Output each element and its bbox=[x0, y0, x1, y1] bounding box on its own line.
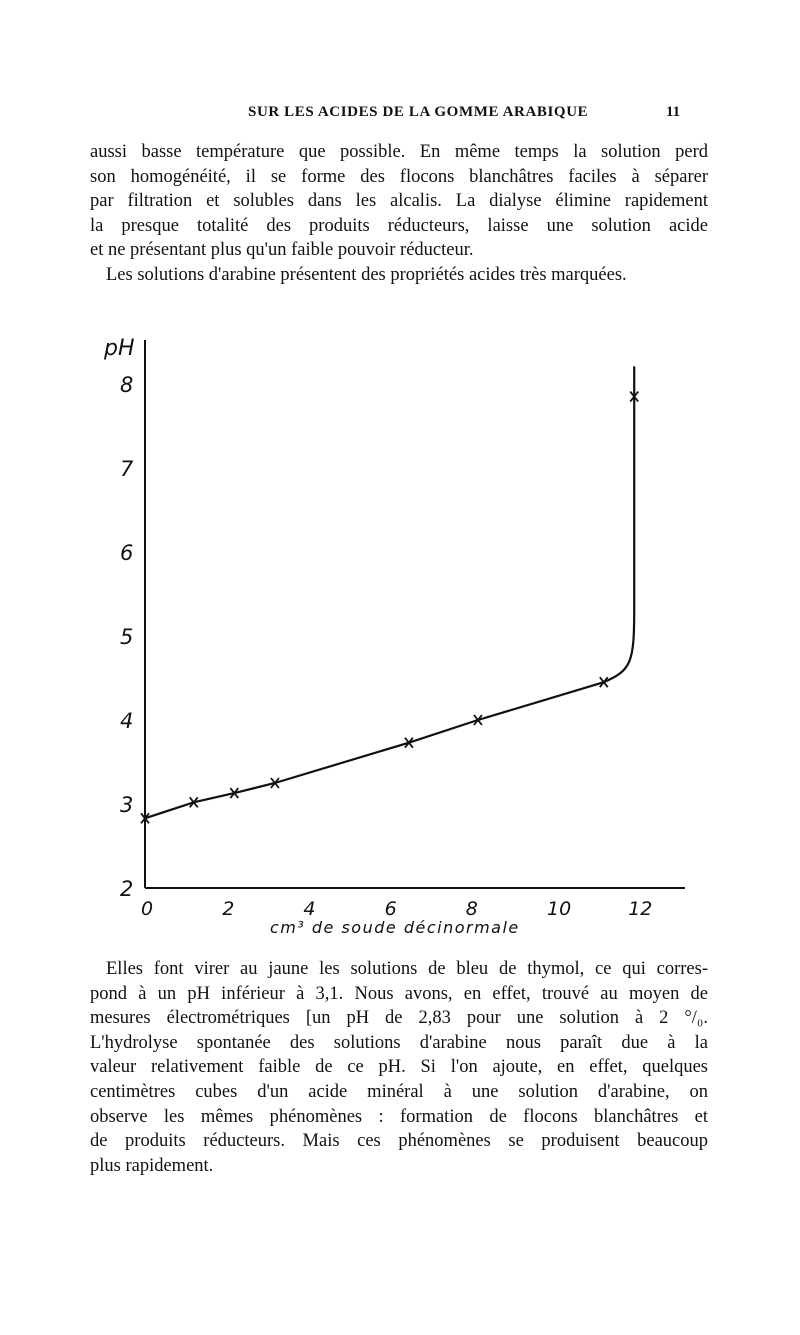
text-line: mesures électrométriques [un pH de 2,83 pour une solution à 2 °/₀. bbox=[90, 1008, 708, 1029]
y-axis-label: pH bbox=[104, 336, 135, 361]
text-line: Elles font virer au jaune les solutions de bleu de thymol, ce qui corres- bbox=[106, 959, 708, 979]
x-axis-label: cm³ de soude décinormale bbox=[270, 918, 520, 937]
x-tick-label: 8 bbox=[465, 898, 478, 920]
text-line: observe les mêmes phénomènes : formation de flocons blanchâtres et bbox=[90, 1106, 708, 1127]
y-tick-labels bbox=[120, 373, 134, 901]
text-line: L'hydrolyse spontanée des solutions d'arabine nous paraît due à la bbox=[90, 1032, 708, 1053]
y-tick-label: 7 bbox=[120, 457, 134, 481]
text-line: pond à un pH inférieur à 3,1. Nous avons, en effet, trouvé au moyen de bbox=[90, 983, 708, 1004]
text-line: aussi basse température que possible. En même temps la solution perd bbox=[90, 142, 708, 162]
page-header bbox=[0, 104, 800, 128]
y-tick-label: 3 bbox=[120, 793, 134, 817]
x-tick-label: 12 bbox=[628, 898, 653, 920]
running-title: SUR LES ACIDES DE LA GOMME ARABIQUE bbox=[248, 104, 589, 120]
text-line: la presque totalité des produits réducteurs, laisse une solution acide bbox=[90, 215, 708, 236]
body-text-top bbox=[90, 140, 708, 288]
y-tick-label: 6 bbox=[120, 541, 134, 565]
text-line: par filtration et solubles dans les alcalis. La dialyse élimine rapidement bbox=[90, 191, 708, 212]
x-tick-label: 10 bbox=[547, 898, 572, 920]
x-tick-label: 2 bbox=[222, 898, 235, 920]
x-tick-label: 4 bbox=[303, 898, 316, 920]
data-point-marks bbox=[141, 392, 638, 824]
body-text-bottom bbox=[90, 957, 708, 1178]
y-tick-label: 8 bbox=[120, 373, 134, 397]
text-line: et ne présentant plus qu'un faible pouvoir réducteur. bbox=[90, 240, 474, 261]
ph-titration-chart bbox=[100, 315, 710, 950]
x-tick-label: 0 bbox=[141, 898, 154, 920]
y-tick-label: 5 bbox=[120, 625, 134, 649]
text-line: centimètres cubes d'un acide minéral à une solution d'arabine, on bbox=[90, 1081, 708, 1102]
text-line: son homogénéité, il se forme des flocons blanchâtres faciles à séparer bbox=[90, 166, 708, 187]
text-line: Les solutions d'arabine présentent des propriétés acides très marquées. bbox=[106, 264, 627, 285]
y-tick-label: 4 bbox=[120, 709, 134, 733]
text-line: valeur relativement faible de ce pH. Si l'on ajoute, en effet, quelques bbox=[90, 1057, 708, 1078]
chart-axes bbox=[145, 340, 685, 888]
page-number: 11 bbox=[666, 104, 681, 120]
x-tick-labels bbox=[141, 898, 652, 920]
ph-curve bbox=[145, 367, 634, 818]
text-line: plus rapidement. bbox=[90, 1155, 214, 1176]
text-line: de produits réducteurs. Mais ces phénomènes se produisent beaucoup bbox=[90, 1131, 708, 1152]
y-tick-label: 2 bbox=[120, 877, 134, 901]
x-tick-label: 6 bbox=[384, 898, 397, 920]
